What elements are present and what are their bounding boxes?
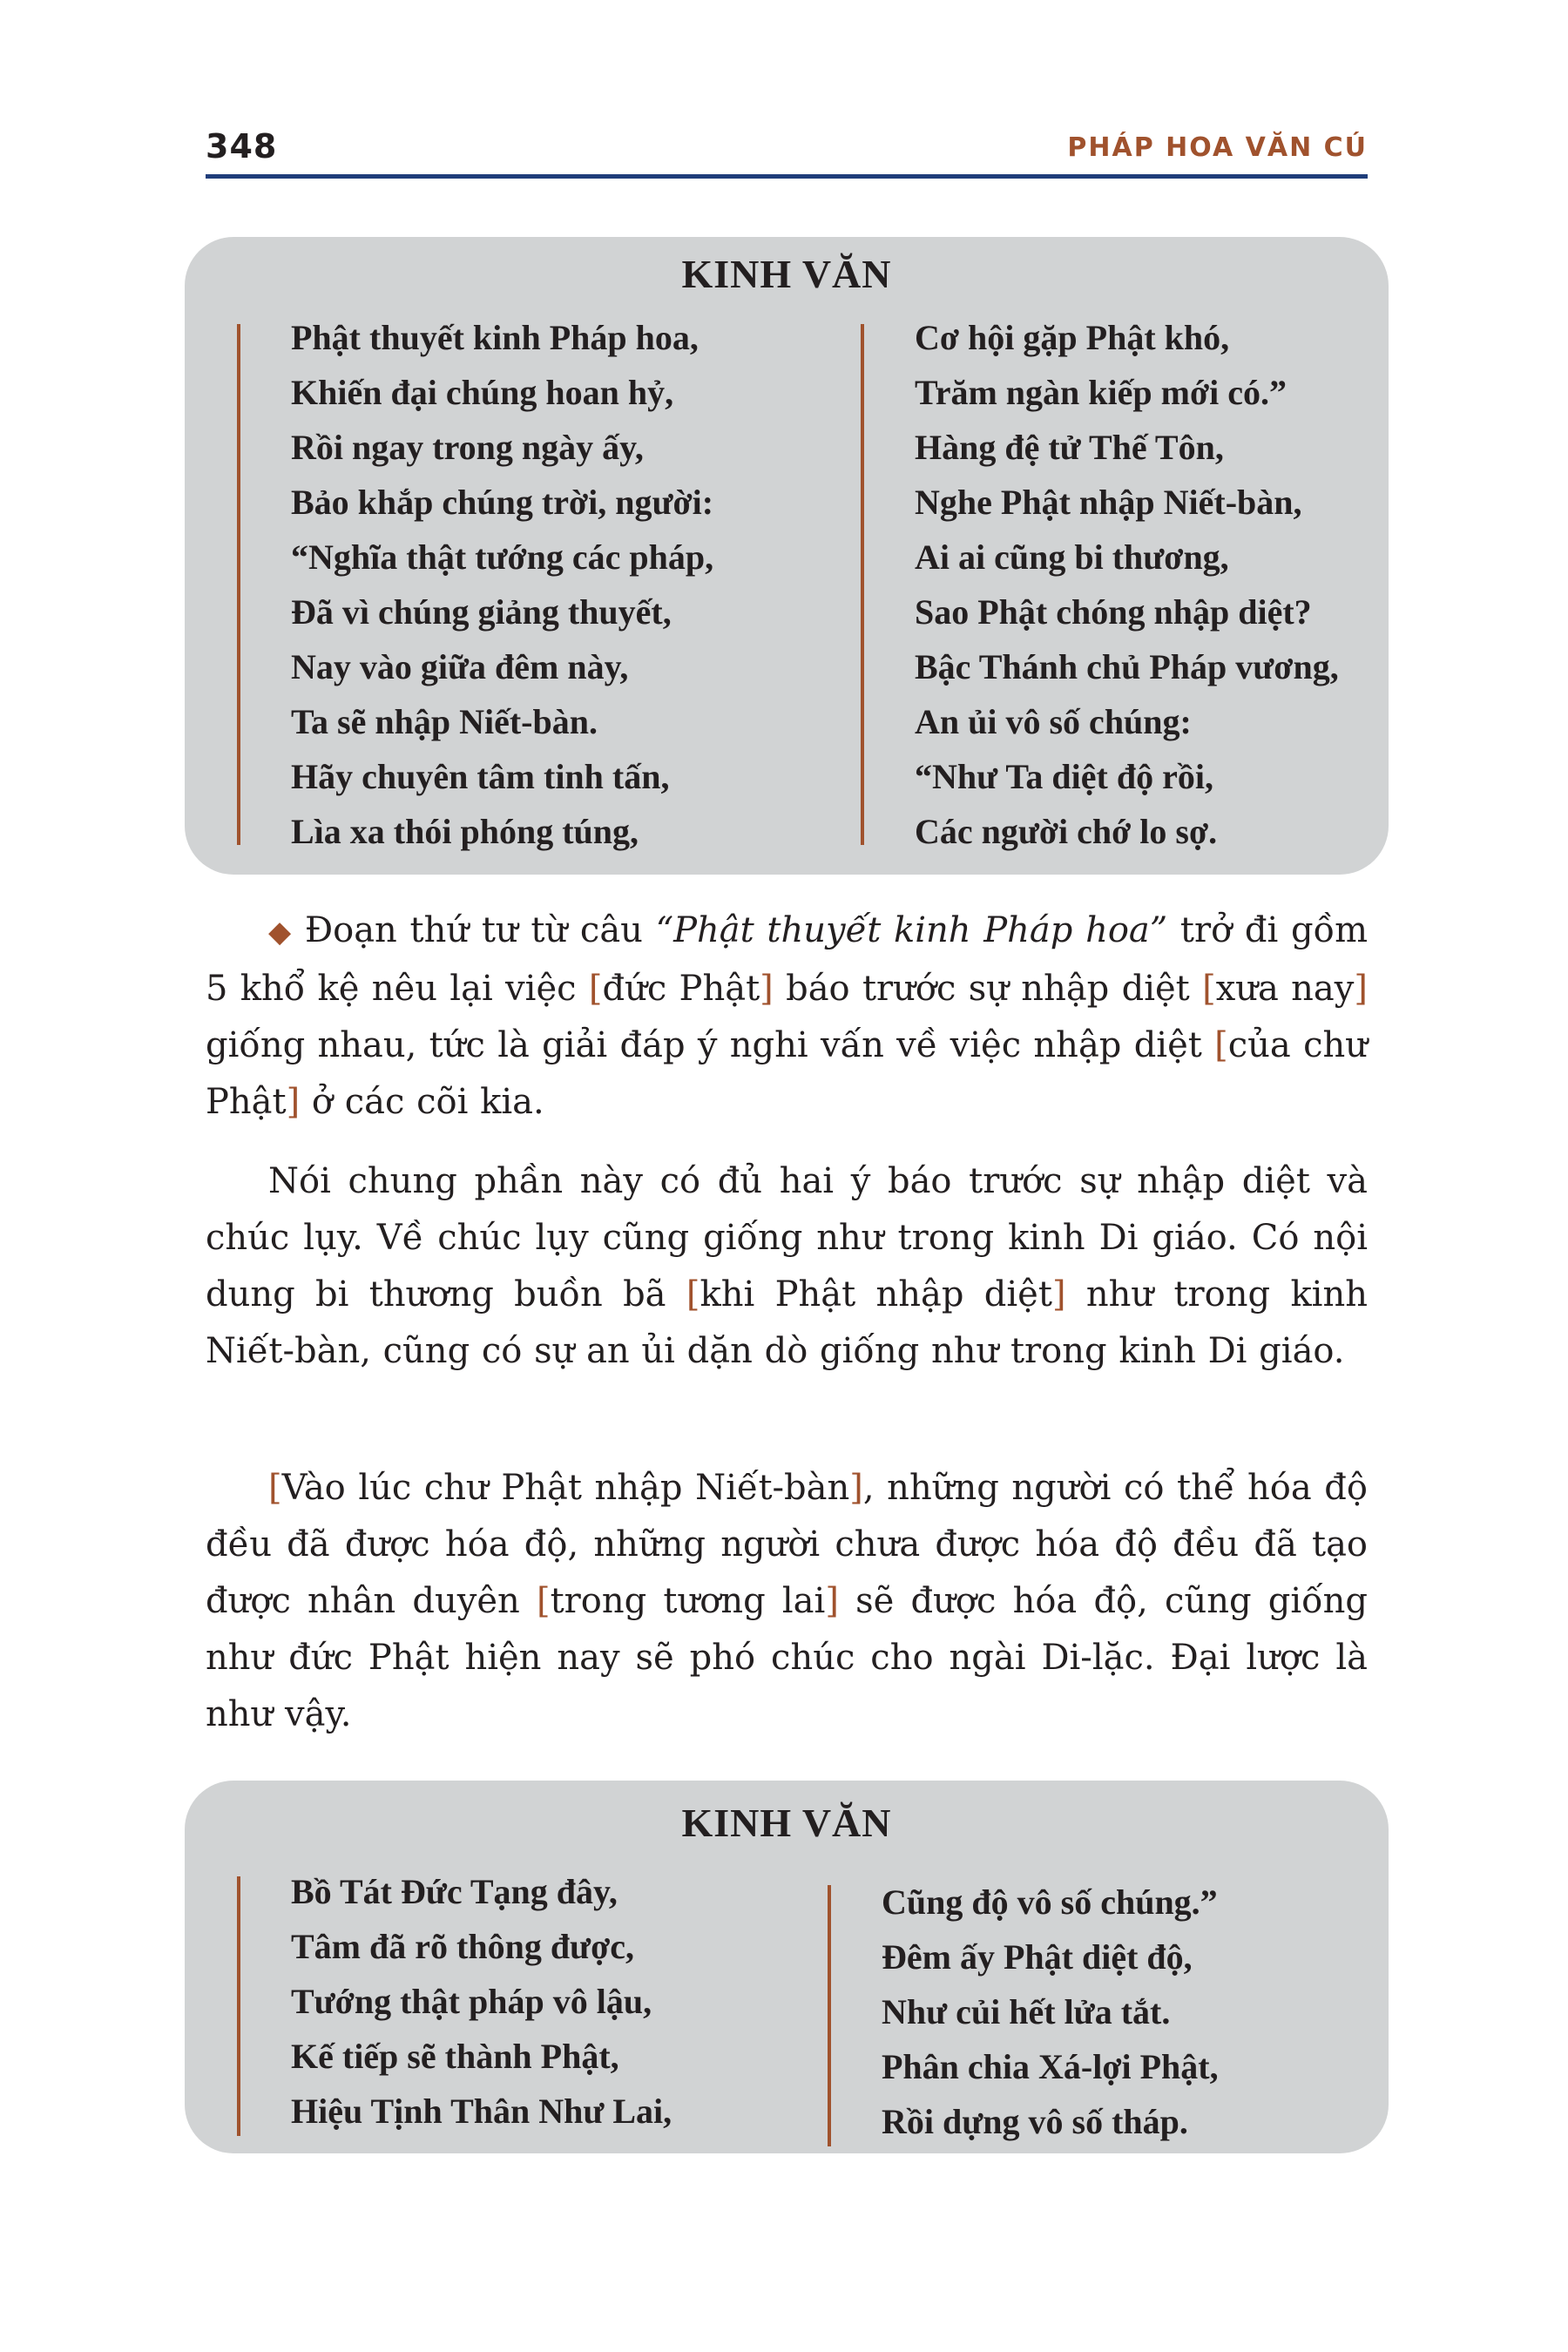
verse-line: Bảo khắp chúng trời, người:	[291, 483, 714, 522]
verse-line: Đã vì chúng giảng thuyết,	[291, 592, 672, 632]
sutra-heading: KINH VĂN	[681, 1801, 892, 1845]
commentary-paragraph-2: Nói chung phần này có đủ hai ý báo trước sự nhập diệt và chúc lụy. Về chúc lụy cũng giống như trong kinh Di giáo. Có nội dung bi thương buồn bã [khi Phật nhập diệt] như trong kinh Niết-bàn, cũng có sự an ủi dặn dò giống như trong kinh Di giáo.	[206, 1161, 1368, 1371]
verse-line: Sao Phật chóng nhập diệt?	[915, 592, 1312, 632]
bracketed-note: khi Phật nhập diệt	[700, 1274, 1052, 1315]
verse-bar-right	[861, 324, 864, 845]
verse-bar-left	[237, 1876, 240, 2136]
verse-line: Nay vào giữa đêm này,	[291, 647, 629, 686]
bracketed-note: xưa nay	[1215, 969, 1355, 1009]
verse-column-right	[882, 1875, 1219, 2149]
verse-line: Cũng độ vô số chúng.”	[882, 1882, 1218, 1922]
verse-line: “Như Ta diệt độ rồi,	[915, 757, 1213, 796]
sutra-box-2	[185, 1781, 1389, 2153]
quoted-verse: “Phật thuyết kinh Pháp hoa”	[655, 910, 1168, 950]
verse-line: An ủi vô số chúng:	[915, 702, 1192, 741]
header-rule	[206, 174, 1368, 179]
sutra-box-1	[185, 237, 1389, 875]
verse-line: Phật thuyết kinh Pháp hoa,	[291, 318, 699, 357]
verse-line: Nghe Phật nhập Niết-bàn,	[915, 483, 1302, 522]
bracketed-note: của chư Phật	[206, 1025, 1369, 1122]
commentary-paragraph-3: [Vào lúc chư Phật nhập Niết-bàn], những người có thể hóa độ đều đã được hóa độ, những người chưa được hóa độ đều đã tạo được nhân duyên [trong tương lai] sẽ được hóa độ, cũng giống như đức Phật hiện nay sẽ phó chúc cho ngài Di-lặc. Đại lược là như vậy.	[206, 1468, 1369, 1734]
bracketed-note: đức Phật	[602, 969, 760, 1009]
verse-line: Các người chớ lo sợ.	[915, 812, 1218, 851]
verse-line: Như củi hết lửa tắt.	[882, 1992, 1171, 2031]
book-title: PHÁP HOA VĂN CÚ	[1067, 132, 1368, 163]
verse-line: Hãy chuyên tâm tinh tấn,	[291, 757, 670, 796]
verse-line: Bậc Thánh chủ Pháp vương,	[915, 647, 1339, 686]
verse-line: Ai ai cũng bi thương,	[915, 537, 1229, 577]
verse-column-left	[291, 1864, 672, 2139]
verse-line: Rồi dựng vô số tháp.	[882, 2102, 1188, 2141]
page-header	[206, 122, 1368, 178]
verse-line: Ta sẽ nhập Niết-bàn.	[291, 702, 598, 741]
verse-line: Hiệu Tịnh Thân Như Lai,	[291, 2092, 672, 2131]
verse-line: Tướng thật pháp vô lậu,	[291, 1982, 652, 2021]
verse-line: Rồi ngay trong ngày ấy,	[291, 428, 644, 467]
diamond-bullet-icon: ◆	[268, 915, 293, 950]
verse-line: Khiến đại chúng hoan hỷ,	[291, 373, 674, 412]
verse-line: Tâm đã rõ thông được,	[291, 1927, 634, 1966]
verse-line: Kế tiếp sẽ thành Phật,	[291, 2037, 619, 2076]
verse-line: Lìa xa thói phóng túng,	[291, 812, 639, 851]
verse-line: Trăm ngàn kiếp mới có.”	[915, 373, 1287, 412]
page-number: 348	[206, 127, 278, 166]
bracketed-note: Vào lúc chư Phật nhập Niết-bàn	[281, 1468, 850, 1508]
verse-bar-left	[237, 324, 240, 845]
bracketed-note: trong tương lai	[550, 1581, 826, 1621]
sutra-heading: KINH VĂN	[681, 252, 892, 296]
verse-line: Bồ Tát Đức Tạng đây,	[291, 1872, 618, 1911]
verse-line: Phân chia Xá-lợi Phật,	[882, 2047, 1219, 2086]
verse-line: Hàng đệ tử Thế Tôn,	[915, 428, 1224, 467]
verse-line: Cơ hội gặp Phật khó,	[915, 318, 1230, 357]
commentary-paragraph-1: ◆ Đoạn thứ tư từ câu “Phật thuyết kinh Pháp hoa” trở đi gồm 5 khổ kệ nêu lại việc [đức Phật] báo trước sự nhập diệt [xưa nay] giống nhau, tức là giải đáp ý nghi vấn về việc nhập diệt [của chư Phật] ở các cõi kia.	[206, 910, 1369, 1122]
verse-line: Đêm ấy Phật diệt độ,	[882, 1937, 1193, 1977]
verse-bar-right	[828, 1885, 831, 2146]
verse-column-right	[915, 310, 1339, 859]
verse-column-left	[291, 310, 713, 859]
verse-line: “Nghĩa thật tướng các pháp,	[291, 537, 714, 577]
